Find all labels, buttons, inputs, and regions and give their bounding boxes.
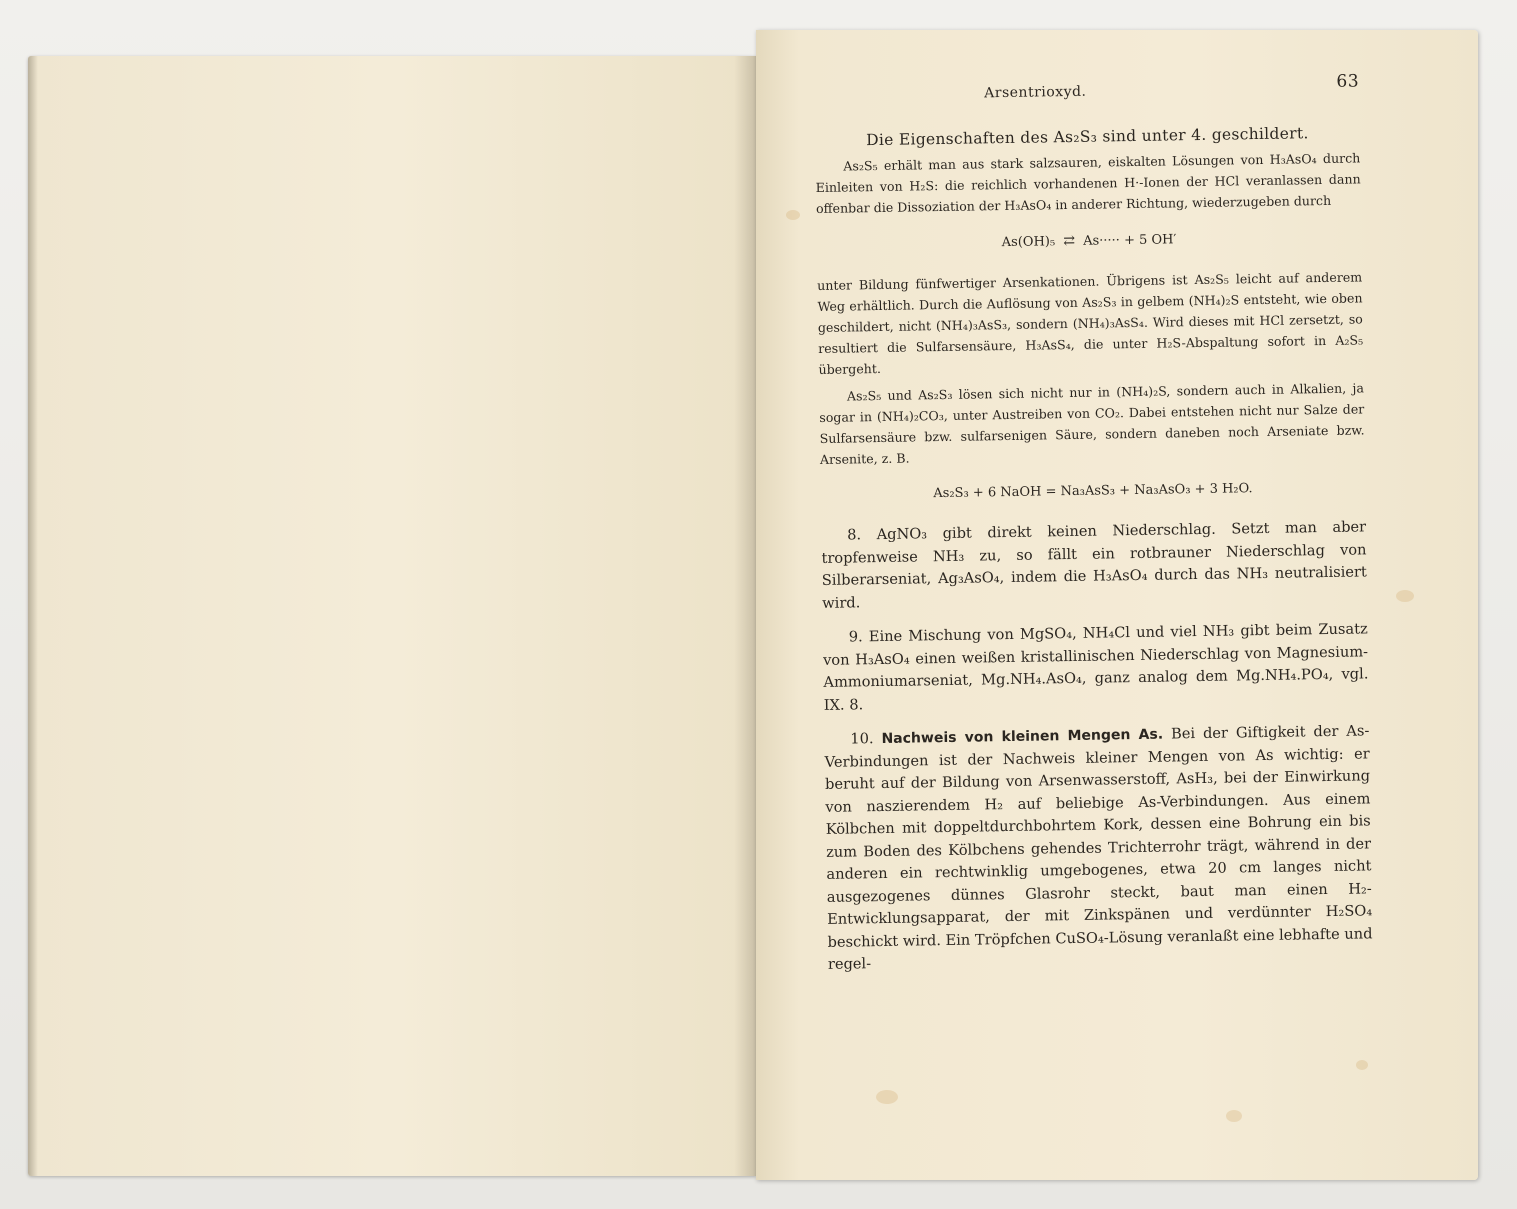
foxing-spot [1396, 590, 1414, 602]
foxing-spot [876, 1090, 898, 1104]
foxing-spot [786, 210, 800, 220]
small-paragraph: As₂S₅ und As₂S₃ lösen sich nicht nur in (NH₄)₂S, sondern auch in Alkalien, ja sogar in (NH₄)₂CO₃, unter Austreiben von CO₂. Dabei entstehen nicht nur Salze der Sulfarsensäure bzw. sulfarsenigen Säure, sondern daneben noch Arseniate bzw. Arsenite, z. B. [819, 380, 1365, 467]
formula-left: As(OH)₅ [1001, 234, 1056, 251]
page-text [814, 71, 1373, 976]
small-paragraph: unter Bildung fünfwertiger Arsenkationen. Übrigens ist As₂S₅ leicht auf anderem Weg erhältlich. Durch die Auflösung von As₂S₃ in gelbem (NH₄)₂S entsteht, wie oben geschildert, nicht (NH₄)₃AsS₃, sondern (NH₄)₃AsS₄. Wird dieses mit HCl zersetzt, so resultiert die Sulfarsensäure, H₃AsS₄, die unter H₂S-Abspaltung sofort in A₂S₅ übergeht. [817, 269, 1364, 377]
paragraph-title: Nachweis von kleinen Mengen As. [881, 726, 1164, 748]
formula-dissociation [816, 228, 1361, 253]
equilibrium-arrow-icon: ⇄ [1063, 232, 1076, 250]
paragraph-9: 9. Eine Mischung von MgSO₄, NH₄Cl und viel NH₃ gibt beim Zusatz von H₃AsO₄ einen weißen kristallinischen Niederschlag von Magnesium-Ammoniumarseniat, Mg.NH₄.AsO₄, ganz analog dem Mg.NH₄.PO₄, vgl. IX. 8. [822, 620, 1369, 714]
small-paragraph: As₂S₅ erhält man aus stark salzsauren, eiskalten Lösungen von H₃AsO₄ durch Einleiten von H₂S: die reichlich vorhandenen H·-Ionen der HCl veranlassen dann offenbar die Dissoziation der H₃AsO₄ in anderer Richtung, wiederzugeben durch [815, 150, 1361, 216]
paragraph-number: 10. [850, 730, 874, 748]
open-book [28, 30, 1478, 1180]
running-head [814, 71, 1359, 108]
left-page-blank [28, 56, 756, 1176]
paragraph-body: Bei der Giftigkeit der As-Verbindungen ist der Nachweis kleiner Mengen von As wichtig: er beruht auf der Bildung von Arsenwasserstoff, AsH₃, bei der Einwirkung von naszierendem H₂ auf beliebige As-Verbindungen. Aus einem Kölbchen mit doppeltdurchbohrtem Kork, dessen eine Bohrung ein bis zum Boden des Kölbchens gehendes Trichterrohr trägt, während in der anderen ein rechtwinklig umgebogenes, etwa 20 cm langes nicht ausgezogenes dünnes Glasrohr steckt, baut man einen H₂-Entwicklungsapparat, der mit Zinkspänen und verdünnter H₂SO₄ beschickt wird. Ein Tröpfchen CuSO₄-Lösung veranlaßt eine lebhafte und regel- [824, 722, 1373, 973]
running-title: Arsentrioxyd. [984, 83, 1087, 102]
right-page [756, 30, 1478, 1180]
formula-reaction: As₂S₃ + 6 NaOH = Na₃AsS₃ + Na₃AsO₃ + 3 H₂O. [933, 481, 1253, 502]
page-number: 63 [1336, 71, 1360, 92]
paragraph-10 [824, 720, 1373, 976]
formula-right: As····· + 5 OH′ [1083, 232, 1177, 249]
paragraph-8: 8. AgNO₃ gibt direkt keinen Niederschlag. Setzt man aber tropfenweise NH₃ zu, so fällt ein rotbrauner Niederschlag von Silberarseniat, Ag₃AsO₄, indem die H₃AsO₄ durch das NH₃ neutralisiert wird. [821, 518, 1367, 612]
foxing-spot [1226, 1110, 1242, 1122]
foxing-spot [1356, 1060, 1368, 1070]
section-heading: Die Eigenschaften des As₂S₃ sind unter 4. geschildert. [866, 124, 1309, 150]
